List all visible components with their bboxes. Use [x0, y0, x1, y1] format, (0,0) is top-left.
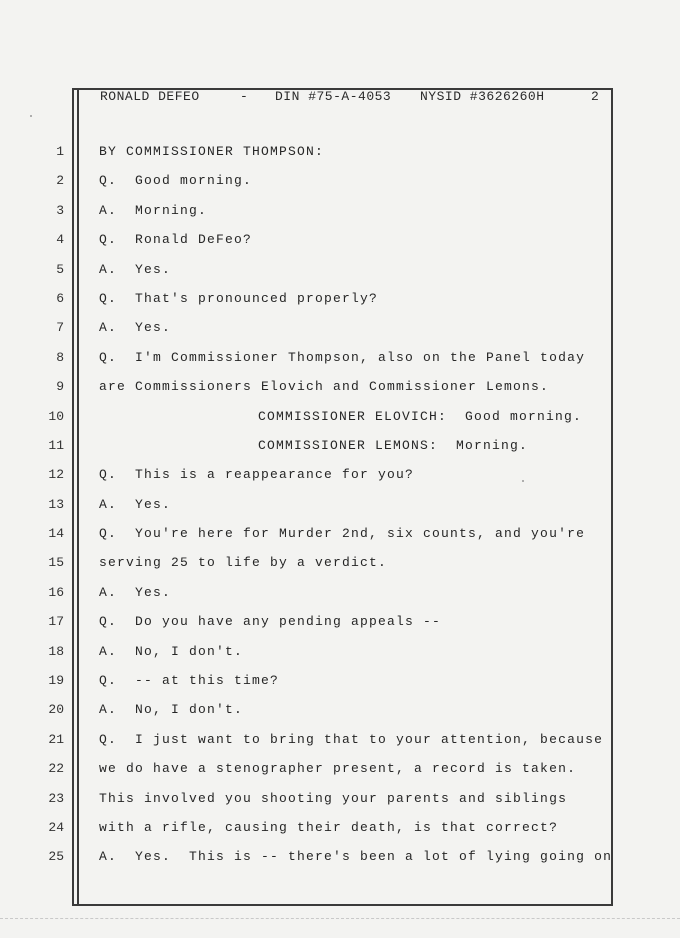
line-number: 14 [48, 526, 64, 542]
line-number: 10 [48, 408, 64, 424]
transcript-line: we do have a stenographer present, a record is taken. [99, 761, 577, 777]
page-number: 2 [591, 89, 600, 104]
transcript-line: Q. Good morning. [99, 173, 253, 189]
transcript-line-speaker: COMMISSIONER LEMONS: Morning. [258, 437, 529, 453]
transcript-line: Q. You're here for Murder 2nd, six counts, and you're [99, 526, 586, 542]
line-number: 2 [56, 173, 64, 189]
header-inmate-name: RONALD DEFEO [100, 89, 200, 104]
transcript-line: Q. This is a reappearance for you? [99, 467, 415, 483]
line-number: 16 [48, 584, 64, 600]
transcript-line: Q. I just want to bring that to your attention, because [99, 731, 604, 747]
transcript-line: A. Morning. [99, 202, 208, 218]
line-number: 7 [56, 320, 64, 336]
line-number: 24 [48, 819, 64, 835]
line-number: 8 [56, 349, 64, 365]
transcript-line: This involved you shooting your parents and siblings [99, 790, 568, 806]
transcript-line: Q. Do you have any pending appeals -- [99, 614, 442, 630]
transcript-line: Q. -- at this time? [99, 673, 280, 689]
line-number: 15 [48, 555, 64, 571]
scan-edge-line [0, 918, 680, 919]
transcript-line: serving 25 to life by a verdict. [99, 555, 388, 571]
transcript-line: A. Yes. [99, 320, 172, 336]
transcript-line: are Commissioners Elovich and Commissioner Lemons. [99, 379, 550, 395]
header-din: DIN #75-A-4053 [275, 89, 392, 104]
transcript-line: A. Yes. [99, 584, 172, 600]
transcript-line: A. Yes. This is -- there's been a lot of lying going on [99, 849, 613, 865]
line-number: 23 [48, 790, 64, 806]
transcript-body [99, 137, 613, 872]
transcript-line: A. Yes. [99, 496, 172, 512]
line-number-column [20, 137, 64, 872]
transcript-line: BY COMMISSIONER THOMPSON: [99, 144, 325, 159]
line-number: 11 [48, 437, 64, 453]
transcript-line: A. Yes. [99, 261, 172, 277]
line-number: 13 [48, 496, 64, 512]
line-number: 6 [56, 290, 64, 306]
line-number: 20 [48, 702, 64, 718]
line-number: 5 [56, 261, 64, 277]
line-number: 22 [48, 761, 64, 777]
transcript-line-speaker: COMMISSIONER ELOVICH: Good morning. [258, 408, 583, 424]
line-number: 18 [48, 643, 64, 659]
line-number: 21 [48, 731, 64, 747]
transcript-line: A. No, I don't. [99, 702, 244, 718]
transcript-line: Q. I'm Commissioner Thompson, also on the Panel today [99, 349, 586, 365]
line-number: 25 [48, 849, 64, 865]
paper-speck [522, 480, 524, 482]
line-number: 3 [56, 202, 64, 218]
margin-rule-outer [72, 88, 74, 906]
page-header [0, 89, 680, 109]
line-number: 9 [56, 379, 64, 395]
margin-rule-inner [77, 88, 79, 906]
line-number: 17 [48, 614, 64, 630]
line-number: 4 [56, 232, 64, 248]
line-number: 19 [48, 673, 64, 689]
transcript-line: A. No, I don't. [99, 643, 244, 659]
transcript-line: with a rifle, causing their death, is that correct? [99, 819, 559, 835]
line-number: 12 [48, 467, 64, 483]
transcript-line: Q. That's pronounced properly? [99, 290, 379, 306]
paper-speck [30, 115, 32, 117]
line-number: 1 [56, 144, 64, 159]
header-separator: - [240, 89, 249, 104]
transcript-line: Q. Ronald DeFeo? [99, 232, 253, 248]
header-nysid: NYSID #3626260H [420, 89, 545, 104]
